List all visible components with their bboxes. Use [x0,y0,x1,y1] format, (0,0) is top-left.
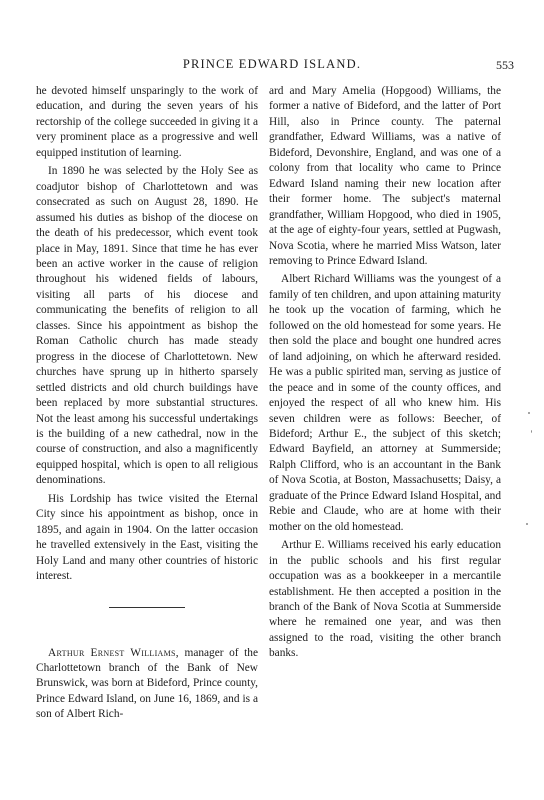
paper-speck [528,412,530,414]
paragraph: he devoted himself unsparingly to the work of education, and during the seven years of his rectorship of the college succeeded in giving it a very prominent place as a progressive and well equipped institution of learning. [36,85,258,159]
subject-name: Arthur Ernest Williams, [48,646,179,659]
left-column [36,84,258,723]
paper-speck [531,430,532,433]
paragraph: Arthur E. Williams received his early education in the public schools and his first regular occupation was as a bookkeeper in a mercantile establishment. He then accepted a position in the branch of the Bank of Nova Scotia at Summerside where he remained one year, and was then assigned to the road, visiting the other branch banks. [269,539,501,660]
running-header [0,57,544,77]
paragraph: Albert Richard Williams was the youngest of a family of ten children, and upon attaining maturity he took up the vocation of farming, which he followed on the old homestead for some years. He then sold the place and bought one hundred acres of land adjoining, on which he afterward resided. He was a public spirited man, serving as justice of the peace and in some of the county offices, and enjoyed the respect of all who knew him. His seven children were as follows: Beecher, of Bideford; Arthur E., the subject of this sketch; Edward Bayfield, an attorney at Summerside; Ralph Clifford, who is an accountant in the Bank of Nova Scotia, at Boston, Massachusetts; Daisy, a graduate of the Prince Edward Island Hospital, and Rebie and Claude, who are at home with their mother on the old homestead. [269,273,501,533]
right-column [269,84,501,662]
paragraph: ard and Mary Amelia (Hopgood) Williams, the former a native of Bideford, and the latter of Port Hill, also in Prince county. The paternal grandfather, Edward Williams, was a native of Bideford, Devonshire, England, and was one of a colony from that locality who came to Prince Edward Island naming their new location after their former home. The subject's maternal grandfather, William Hopgood, who died in 1905, at the age of eighty-four years, settled at Pugwash, Nova Scotia, where he married Miss Watson, later removing to Prince Edward Island. [269,85,501,267]
paragraph-text: manager of the Charlottetown branch of the Bank of New Brunswick, was born at Bideford, Prince county, Prince Edward Island, on June 16, 1869, and is a son of Albert Rich- [36,646,258,721]
page-number: 553 [496,58,514,72]
biography-opening-paragraph [36,646,258,723]
paragraph: In 1890 he was selected by the Holy See as coadjutor bishop of Charlottetown and was consecrated as such on August 28, 1890. He assumed his duties as bishop of the diocese on the death of his predecessor, which event took place in May, 1891. Since that time he has ever been an active worker in the cause of religion throughout his widened fields of labours, visiting all parts of his diocese and communicating the benefits of religion to all classes. Since his appointment as bishop the Roman Catholic church has made steady progress in the diocese of Charlottetown. New churches have sprung up in hitherto sparsely settled districts and old church buildings have been replaced by more substantial structures. Not the least among his successful undertakings is the building of a new cathedral, now in the course of construction, and also a magnificently equipped hospital, which is open to all religious denominations. [36,165,258,487]
paper-speck [526,523,528,525]
running-title: PRINCE EDWARD ISLAND. [182,57,362,71]
section-divider [109,607,185,608]
paragraph: His Lordship has twice visited the Eternal City since his appointment as bishop, once in 1895, and again in 1904. On the latter occasion he travelled extensively in the East, visiting the Holy Land and many other countries of historic interest. [36,492,258,583]
